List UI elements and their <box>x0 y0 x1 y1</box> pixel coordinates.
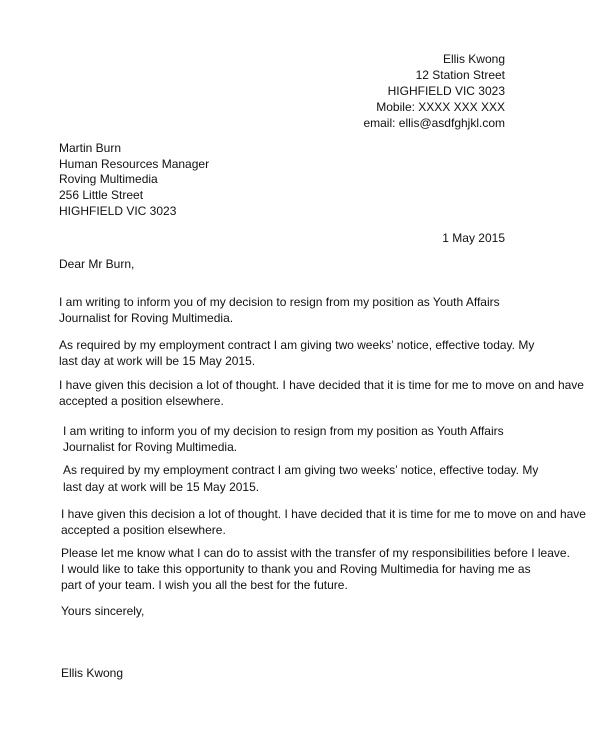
paragraph-line: last day at work will be 15 May 2015. <box>63 480 260 494</box>
recipient-title: Human Resources Manager <box>59 157 210 171</box>
sender-email: email: ellis@asdfghjkl.com <box>363 116 505 130</box>
sender-name: Ellis Kwong <box>442 52 505 66</box>
paragraph-line: accepted a position elsewhere. <box>59 394 224 408</box>
paragraph-line: last day at work will be 15 May 2015. <box>59 354 256 368</box>
paragraph-line: I am writing to inform you of my decision to resign from my position as Youth Affairs <box>59 295 500 309</box>
sender-mobile: Mobile: XXXX XXX XXX <box>376 100 505 114</box>
salutation: Dear Mr Burn, <box>59 257 135 271</box>
signature-name: Ellis Kwong <box>61 666 124 680</box>
paragraph-line: I have given this decision a lot of thought. I have decided that it is time for me to move on and have <box>61 507 586 521</box>
letter-date: 1 May 2015 <box>442 231 505 245</box>
paragraph-line: As required by my employment contract I am giving two weeks’ notice, effective today. My <box>63 463 539 477</box>
recipient-city: HIGHFIELD VIC 3023 <box>59 204 177 218</box>
paragraph-line: I am writing to inform you of my decision to resign from my position as Youth Affairs <box>63 424 504 438</box>
sender-city: HIGHFIELD VIC 3023 <box>387 84 505 98</box>
recipient-company: Roving Multimedia <box>59 172 158 186</box>
paragraph-line: Please let me know what I can do to assist with the transfer of my responsibilities before I leave. <box>61 546 570 560</box>
closing: Yours sincerely, <box>61 604 145 618</box>
paragraph-line: As required by my employment contract I am giving two weeks’ notice, effective today. My <box>59 338 535 352</box>
paragraph-line: part of your team. I wish you all the best for the future. <box>61 578 348 592</box>
paragraph-line: Journalist for Roving Multimedia. <box>59 311 234 325</box>
paragraph-line: I would like to take this opportunity to thank you and Roving Multimedia for having me as <box>61 562 531 576</box>
paragraph-line: I have given this decision a lot of thought. I have decided that it is time for me to move on and have <box>59 378 584 392</box>
recipient-name: Martin Burn <box>59 141 122 155</box>
paragraph-line: accepted a position elsewhere. <box>61 523 226 537</box>
paragraph-line: Journalist for Roving Multimedia. <box>63 440 238 454</box>
sender-street: 12 Station Street <box>415 68 505 82</box>
recipient-street: 256 Little Street <box>59 188 144 202</box>
